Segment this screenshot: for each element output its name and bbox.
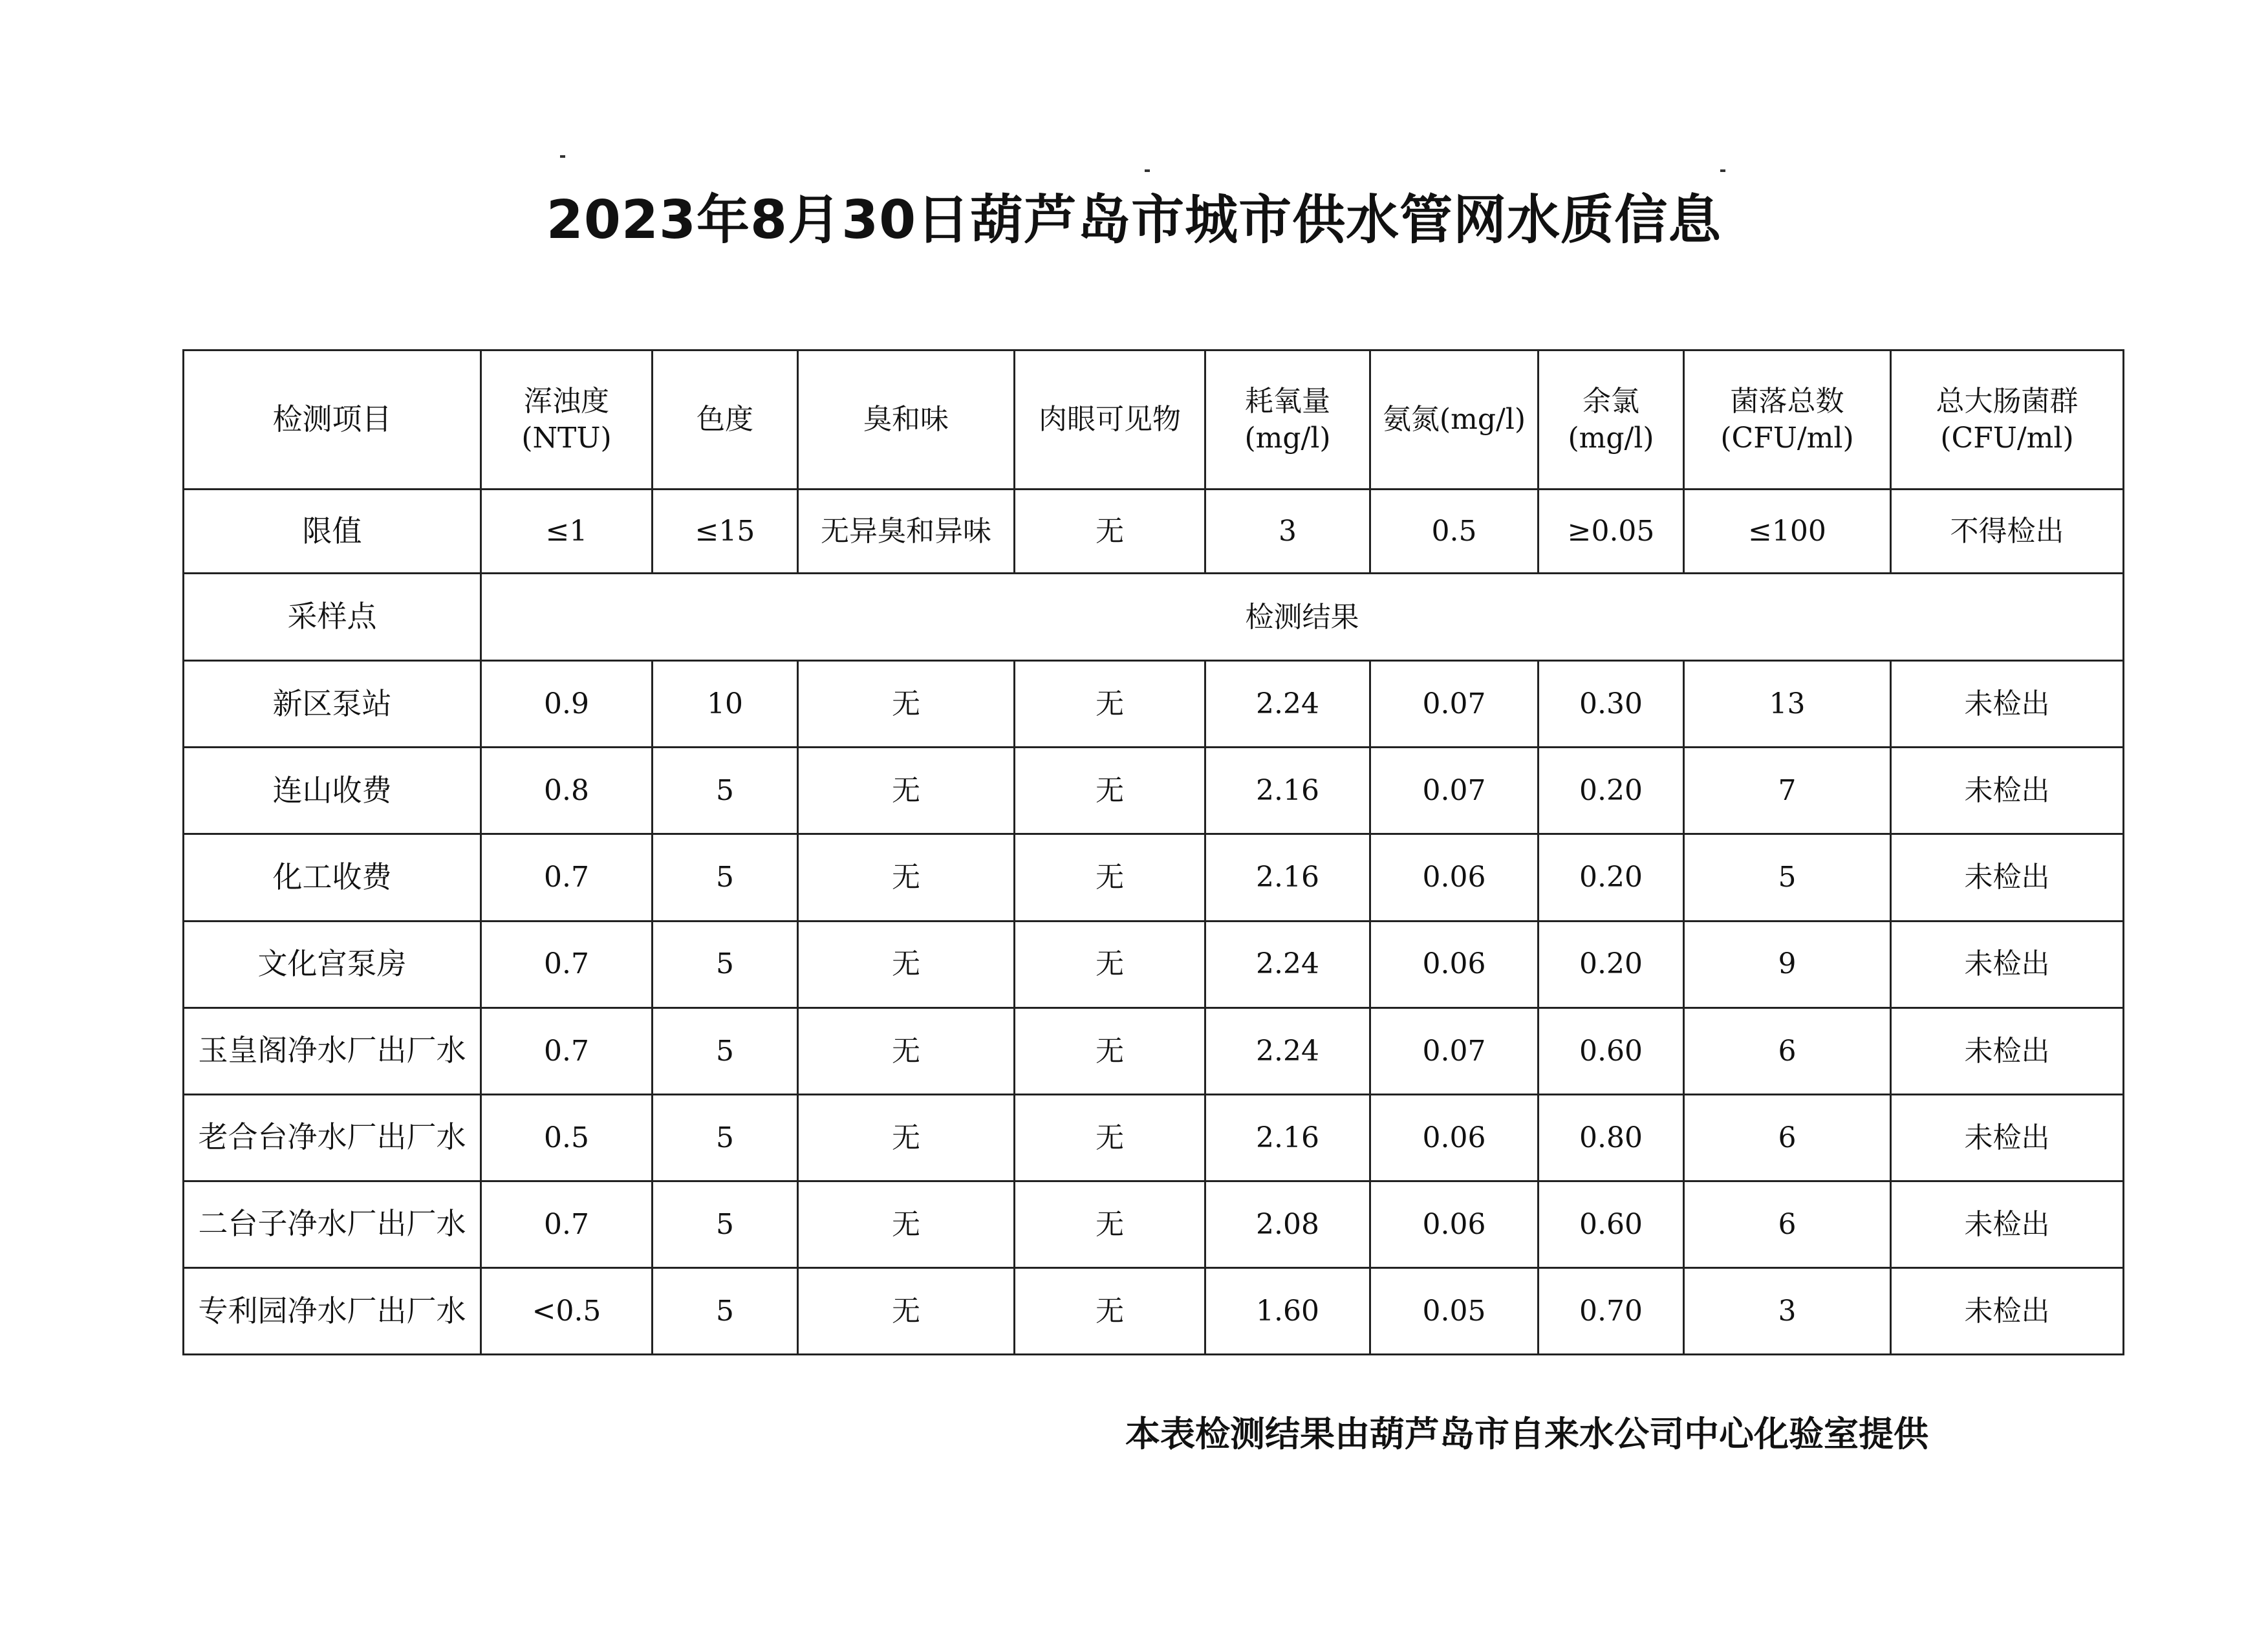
column-header: 浑浊度(NTU) xyxy=(481,350,653,490)
result-cell: 6 xyxy=(1684,1094,1891,1181)
limit-label-cell: 限值 xyxy=(184,490,481,574)
result-cell: 5 xyxy=(1684,834,1891,921)
result-cell: 0.20 xyxy=(1539,834,1684,921)
result-cell: 无 xyxy=(798,748,1015,834)
result-cell: 0.7 xyxy=(481,834,653,921)
result-cell: 0.70 xyxy=(1539,1267,1684,1354)
result-cell: 未检出 xyxy=(1891,748,2124,834)
result-cell: 5 xyxy=(653,1008,798,1094)
table-row xyxy=(184,661,2124,748)
result-cell: 未检出 xyxy=(1891,1094,2124,1181)
result-cell: 0.30 xyxy=(1539,661,1684,748)
result-cell: 5 xyxy=(653,921,798,1008)
result-cell: 0.06 xyxy=(1370,1094,1539,1181)
result-cell: 无 xyxy=(798,661,1015,748)
limit-row xyxy=(184,490,2124,574)
result-cell: 2.16 xyxy=(1205,1094,1370,1181)
scan-mark xyxy=(1720,169,1725,172)
result-cell: <0.5 xyxy=(481,1267,653,1354)
result-cell: 0.06 xyxy=(1370,834,1539,921)
table-row xyxy=(184,1181,2124,1267)
result-cell: 0.06 xyxy=(1370,1181,1539,1267)
footer-note: 本表检测结果由葫芦岛市自来水公司中心化验室提供 xyxy=(1125,1414,1928,1454)
result-cell: 0.60 xyxy=(1539,1008,1684,1094)
limit-cell: 0.5 xyxy=(1370,490,1539,574)
result-cell: 无 xyxy=(1015,1181,1205,1267)
result-cell: 0.07 xyxy=(1370,748,1539,834)
result-cell: 无 xyxy=(1015,1008,1205,1094)
column-header: 氨氮(mg/l) xyxy=(1370,350,1539,490)
result-cell: 0.05 xyxy=(1370,1267,1539,1354)
column-header: 色度 xyxy=(653,350,798,490)
result-cell: 2.24 xyxy=(1205,921,1370,1008)
result-cell: 13 xyxy=(1684,661,1891,748)
limit-cell: 无异臭和异味 xyxy=(798,490,1015,574)
result-cell: 无 xyxy=(798,1008,1015,1094)
result-cell: 0.20 xyxy=(1539,921,1684,1008)
page-title: 2023年8月30日葫芦岛市城市供水管网水质信息 xyxy=(546,189,1722,251)
result-cell: 0.20 xyxy=(1539,748,1684,834)
site-name-cell: 新区泵站 xyxy=(184,661,481,748)
result-cell: 0.60 xyxy=(1539,1181,1684,1267)
result-cell: 0.9 xyxy=(481,661,653,748)
result-cell: 无 xyxy=(1015,1094,1205,1181)
result-cell: 无 xyxy=(798,1267,1015,1354)
limit-cell: 3 xyxy=(1205,490,1370,574)
result-cell: 未检出 xyxy=(1891,834,2124,921)
result-cell: 9 xyxy=(1684,921,1891,1008)
table-row xyxy=(184,748,2124,834)
result-cell: 0.7 xyxy=(481,1008,653,1094)
result-cell: 2.08 xyxy=(1205,1181,1370,1267)
table-row xyxy=(184,921,2124,1008)
item-label-cell: 检测项目 xyxy=(184,350,481,490)
result-cell: 未检出 xyxy=(1891,661,2124,748)
site-name-cell: 二台子净水厂出厂水 xyxy=(184,1181,481,1267)
result-cell: 无 xyxy=(798,921,1015,1008)
result-cell: 未检出 xyxy=(1891,921,2124,1008)
result-cell: 无 xyxy=(1015,748,1205,834)
column-header: 余氯 (mg/l) xyxy=(1539,350,1684,490)
result-cell: 0.5 xyxy=(481,1094,653,1181)
site-name-cell: 连山收费 xyxy=(184,748,481,834)
result-label-cell: 检测结果 xyxy=(481,574,2124,661)
limit-cell: 无 xyxy=(1015,490,1205,574)
limit-cell: ≤15 xyxy=(653,490,798,574)
scan-mark xyxy=(560,155,565,158)
table-row xyxy=(184,834,2124,921)
result-cell: 无 xyxy=(1015,834,1205,921)
site-name-cell: 化工收费 xyxy=(184,834,481,921)
table-row xyxy=(184,1094,2124,1181)
result-cell: 10 xyxy=(653,661,798,748)
site-name-cell: 文化宫泵房 xyxy=(184,921,481,1008)
limit-cell: ≤1 xyxy=(481,490,653,574)
result-cell: 0.8 xyxy=(481,748,653,834)
site-name-cell: 老合台净水厂出厂水 xyxy=(184,1094,481,1181)
column-header: 总大肠菌群 (CFU/ml) xyxy=(1891,350,2124,490)
header-row xyxy=(184,350,2124,490)
result-cell: 6 xyxy=(1684,1008,1891,1094)
result-cell: 2.16 xyxy=(1205,748,1370,834)
column-header: 肉眼可见物 xyxy=(1015,350,1205,490)
result-cell: 无 xyxy=(1015,921,1205,1008)
result-rows xyxy=(184,661,2124,1355)
site-name-cell: 专利园净水厂出厂水 xyxy=(184,1267,481,1354)
column-header: 臭和味 xyxy=(798,350,1015,490)
result-cell: 无 xyxy=(1015,1267,1205,1354)
sampling-row xyxy=(184,574,2124,661)
result-cell: 未检出 xyxy=(1891,1267,2124,1354)
limit-cell: ≥0.05 xyxy=(1539,490,1684,574)
sampling-label-cell: 采样点 xyxy=(184,574,481,661)
scan-mark xyxy=(1145,169,1150,172)
result-cell: 5 xyxy=(653,1181,798,1267)
result-cell: 2.24 xyxy=(1205,661,1370,748)
site-name-cell: 玉皇阁净水厂出厂水 xyxy=(184,1008,481,1094)
limit-cell: ≤100 xyxy=(1684,490,1891,574)
result-cell: 5 xyxy=(653,748,798,834)
limit-cell: 不得检出 xyxy=(1891,490,2124,574)
result-cell: 2.16 xyxy=(1205,834,1370,921)
result-cell: 无 xyxy=(798,834,1015,921)
result-cell: 0.06 xyxy=(1370,921,1539,1008)
result-cell: 无 xyxy=(798,1181,1015,1267)
column-header: 耗氧量 (mg/l) xyxy=(1205,350,1370,490)
result-cell: 未检出 xyxy=(1891,1008,2124,1094)
result-cell: 0.7 xyxy=(481,1181,653,1267)
result-cell: 6 xyxy=(1684,1181,1891,1267)
result-cell: 2.24 xyxy=(1205,1008,1370,1094)
water-quality-table xyxy=(182,349,2124,1355)
result-cell: 1.60 xyxy=(1205,1267,1370,1354)
table-row xyxy=(184,1267,2124,1354)
result-cell: 0.80 xyxy=(1539,1094,1684,1181)
result-cell: 无 xyxy=(798,1094,1015,1181)
result-cell: 5 xyxy=(653,834,798,921)
result-cell: 0.7 xyxy=(481,921,653,1008)
result-cell: 无 xyxy=(1015,661,1205,748)
result-cell: 5 xyxy=(653,1267,798,1354)
table-row xyxy=(184,1008,2124,1094)
result-cell: 0.07 xyxy=(1370,1008,1539,1094)
result-cell: 0.07 xyxy=(1370,661,1539,748)
column-header: 菌落总数 (CFU/ml) xyxy=(1684,350,1891,490)
result-cell: 3 xyxy=(1684,1267,1891,1354)
result-cell: 5 xyxy=(653,1094,798,1181)
result-cell: 未检出 xyxy=(1891,1181,2124,1267)
result-cell: 7 xyxy=(1684,748,1891,834)
